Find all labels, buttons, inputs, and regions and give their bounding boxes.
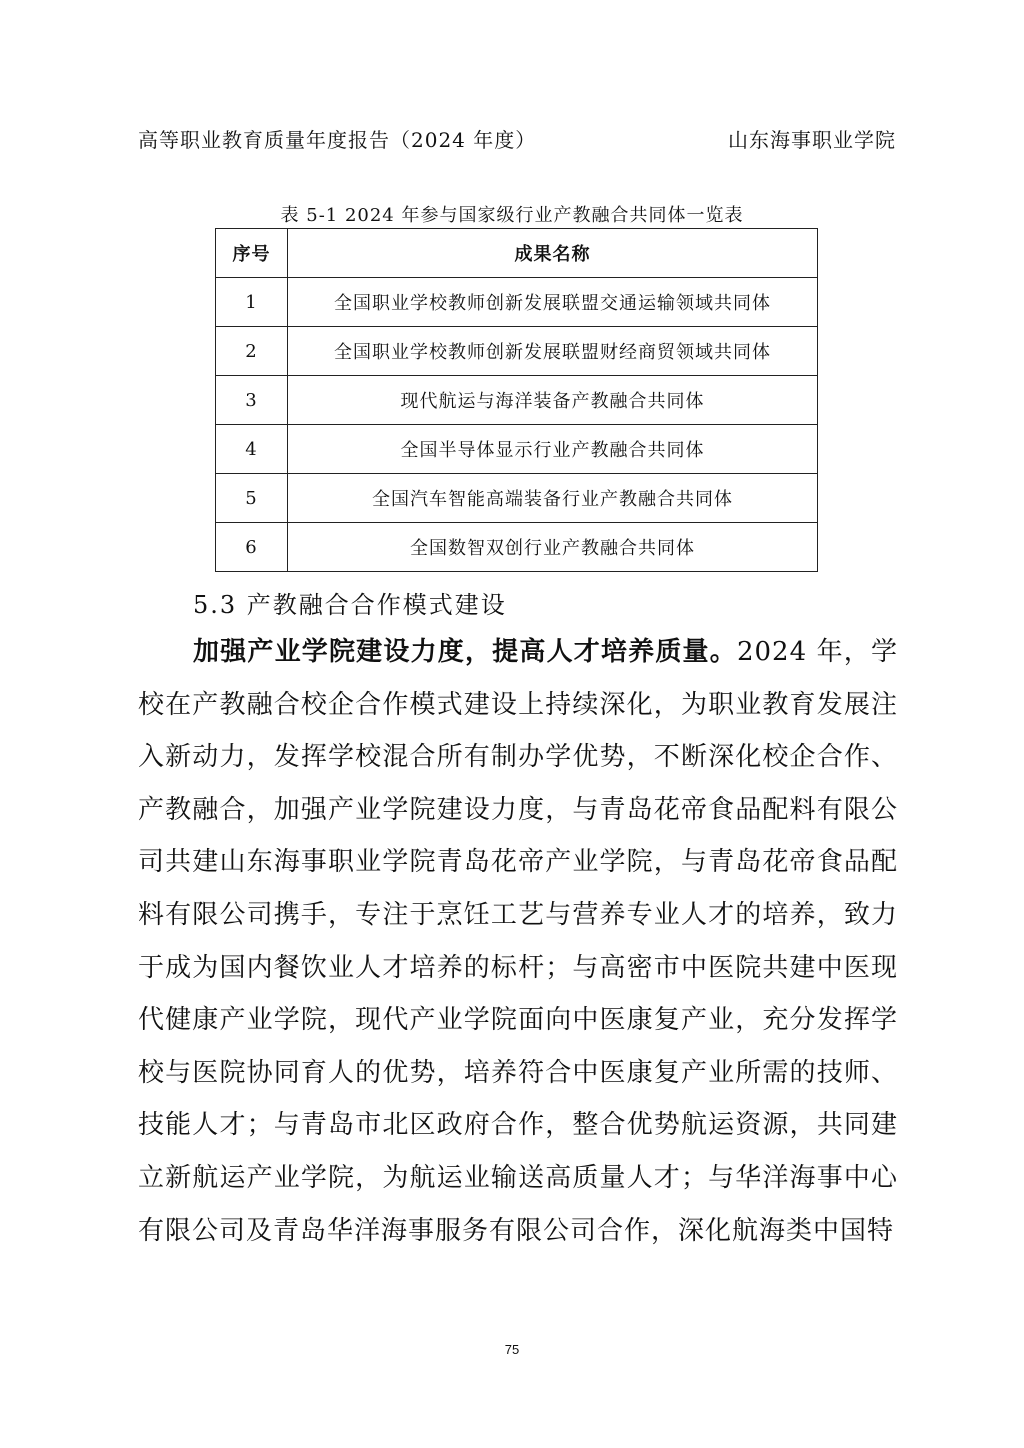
section-heading: 5.3 产教融合合作模式建设 (193, 591, 507, 619)
table-header-row (216, 229, 818, 278)
results-table (215, 228, 818, 572)
row-name: 现代航运与海洋装备产教融合共同体 (288, 376, 818, 425)
body-paragraph (138, 626, 898, 1257)
column-header-name: 成果名称 (288, 229, 818, 278)
row-name: 全国职业学校教师创新发展联盟交通运输领域共同体 (288, 278, 818, 327)
row-name: 全国数智双创行业产教融合共同体 (288, 523, 818, 572)
row-name: 全国汽车智能高端装备行业产教融合共同体 (288, 474, 818, 523)
table-row (216, 278, 818, 327)
page-number: 75 (504, 1342, 520, 1357)
table-row (216, 425, 818, 474)
row-number: 2 (216, 327, 288, 376)
table-row (216, 376, 818, 425)
table-caption: 表 5-1 2024 年参与国家级行业产教融合共同体一览表 (280, 205, 744, 226)
row-number: 4 (216, 425, 288, 474)
column-header-no: 序号 (216, 229, 288, 278)
row-number: 3 (216, 376, 288, 425)
institution-name: 山东海事职业学院 (728, 128, 896, 152)
paragraph-lead: 加强产业学院建设力度，提高人才培养质量。 (193, 637, 737, 667)
row-number: 6 (216, 523, 288, 572)
table-row (216, 474, 818, 523)
row-number: 1 (216, 278, 288, 327)
row-number: 5 (216, 474, 288, 523)
row-name: 全国半导体显示行业产教融合共同体 (288, 425, 818, 474)
paragraph-body: 2024 年，学校在产教融合校企合作模式建设上持续深化，为职业教育发展注入新动力，发挥学校混合所有制办学优势，不断深化校企合作、产教融合，加强产业学院建设力度，与青岛花帝食品配料有限公司共建山东海事职业学院青岛花帝产业学院，与青岛花帝食品配料有限公司携手，专注于烹饪工艺与营养专业人才的培养，致力于成为国内餐饮业人才培养的标杆；与高密市中医院共建中医现代健康产业学院，现代产业学院面向中医康复产业，充分发挥学校与医院协同育人的优势，培养符合中医康复产业所需的技师、技能人才；与青岛市北区政府合作，整合优势航运资源，共同建立新航运产业学院，为航运业输送高质量人才；与华洋海事中心有限公司及青岛华洋海事服务有限公司合作，深化航海类中国特 (138, 637, 898, 1246)
table-row (216, 523, 818, 572)
report-title: 高等职业教育质量年度报告（2024 年度） (138, 128, 537, 152)
row-name: 全国职业学校教师创新发展联盟财经商贸领域共同体 (288, 327, 818, 376)
table-row (216, 327, 818, 376)
